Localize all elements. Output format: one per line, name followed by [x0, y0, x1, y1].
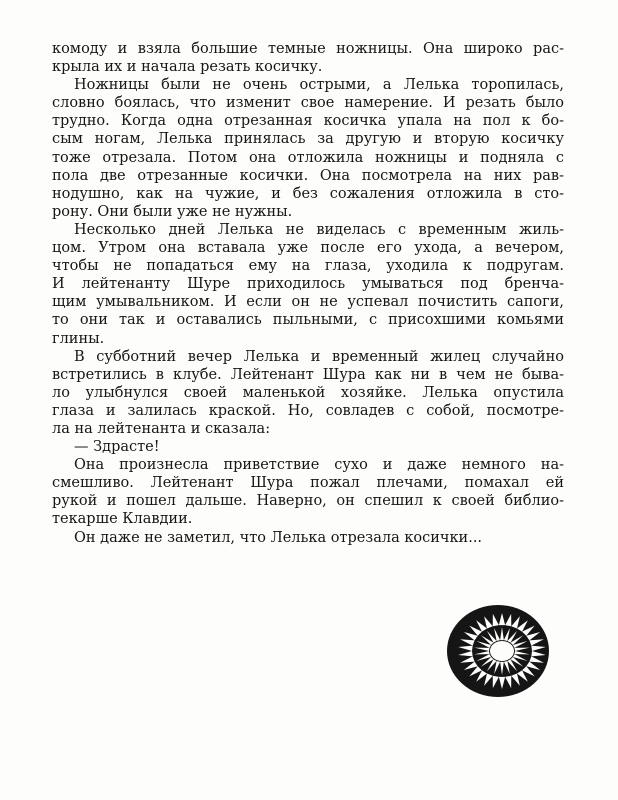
text-line: смешливо. Лейтенант Шура пожал плечами, помахал ей [52, 475, 564, 492]
paragraph-2 [52, 76, 564, 221]
text-line: — Здрасте! [74, 439, 160, 456]
story-text [52, 40, 564, 547]
text-line: Он даже не заметил, что Лелька отрезала косички... [74, 529, 483, 546]
text-line: сым ногам, Лелька принялась за другую и вторую косичку [52, 131, 564, 148]
text-line: Несколько дней Лелька не виделась с временным жиль- [74, 221, 564, 238]
paragraph-1 [52, 40, 564, 76]
text-line: И лейтенанту Шуре приходилось умываться под бренча- [52, 276, 564, 293]
text-line: крыла их и начала резать косичку. [52, 59, 323, 76]
text-line: рону. Они были уже не нужны. [52, 203, 293, 220]
text-line: тоже отрезала. Потом она отложила ножницы и подняла с [52, 149, 564, 166]
text-line: чтобы не попадаться ему на глаза, уходила к подругам. [52, 258, 564, 275]
paragraph-3 [52, 221, 564, 348]
ornament-center [490, 641, 514, 661]
text-line: Ножницы были не очень острыми, а Лелька торопилась, [74, 77, 564, 94]
text-line: то они так и оставались пыльными, с присохшими комьями [52, 312, 564, 329]
text-line: рукой и пошел дальше. Наверно, он спешил к своей библио- [52, 493, 564, 510]
zigzag-oval-ornament-icon [446, 604, 550, 698]
text-line: глины. [52, 330, 105, 347]
text-line: щим умывальником. И если он не успевал почистить сапоги, [52, 294, 564, 311]
text-line: цом. Утром она вставала уже после его ухода, а вечером, [52, 240, 564, 257]
text-line: нодушно, как на чужие, и без сожаления отложила в сто- [52, 185, 564, 202]
paragraph-7 [52, 529, 564, 547]
text-line: ла на лейтенанта и сказала: [52, 420, 271, 437]
text-line: трудно. Когда одна отрезанная косичка упала на пол к бо- [52, 113, 564, 130]
text-line: комоду и взяла большие темные ножницы. Она широко рас- [52, 41, 564, 57]
text-line: ло улыбнулся своей маленькой хозяйке. Лелька опустила [52, 384, 564, 401]
text-line: словно боялась, что изменит свое намерение. И резать было [52, 95, 564, 112]
text-line: встретились в клубе. Лейтенант Шура как ни в чем не быва- [52, 366, 564, 383]
text-line: текарше Клавдии. [52, 511, 193, 528]
text-line: Она произнесла приветствие сухо и даже немного на- [74, 457, 564, 474]
paragraph-4 [52, 348, 564, 438]
paragraph-6 [52, 456, 564, 528]
text-line: В субботний вечер Лелька и временный жилец случайно [74, 348, 564, 365]
paragraph-5 [52, 438, 564, 456]
text-line: глаза и залилась краской. Но, совладев с собой, посмотре- [52, 402, 564, 419]
text-line: пола две отрезанные косички. Она посмотрела на них рав- [52, 167, 564, 184]
